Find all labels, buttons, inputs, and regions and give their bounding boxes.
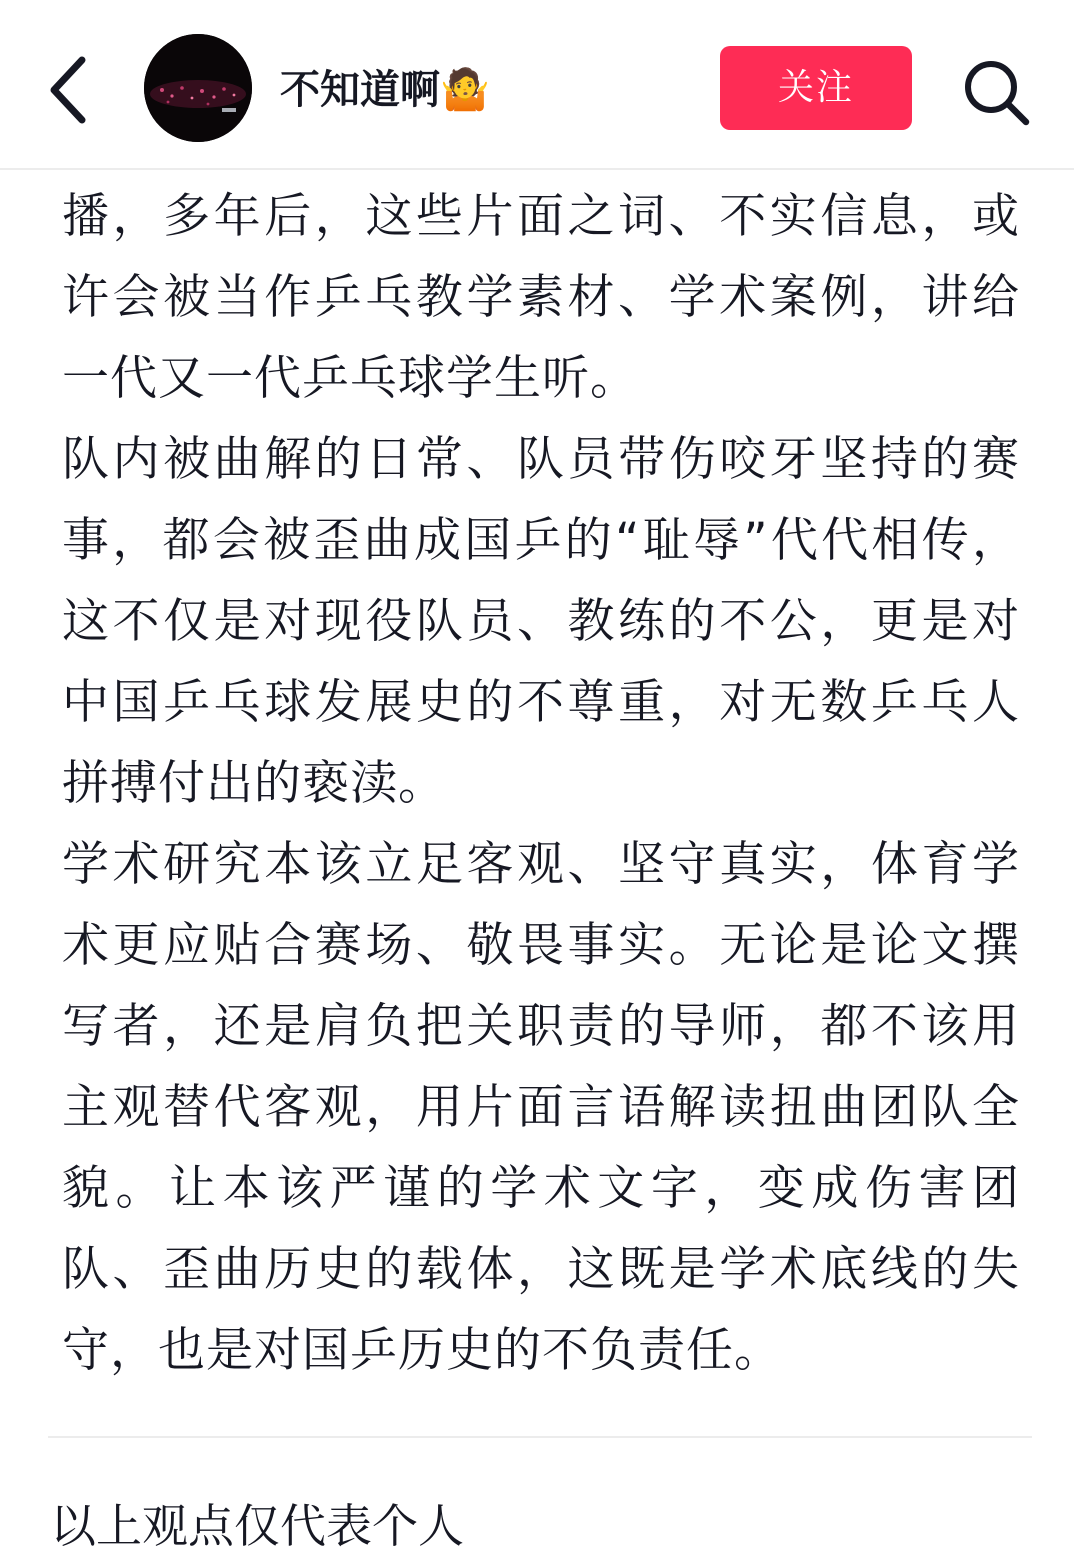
avatar[interactable]: [144, 34, 252, 142]
post-paragraph: 学术研究本该立足客观、坚守真实，体育学术更应贴合赛场、敬畏事实。无论是论文撰写者，还是肩负把关职责的导师，都不该用主观替代客观，用片面言语解读扭曲团队全貌。让本该严谨的学术文字，变成伤害团队、歪曲历史的载体，这既是学术底线的失守，也是对国乒历史的不负责任。: [62, 837, 1020, 1378]
search-icon: [960, 56, 1032, 128]
post-body: [62, 176, 1020, 1391]
divider: [48, 1436, 1032, 1438]
back-button[interactable]: [36, 52, 106, 128]
post-paragraph: 队内被曲解的日常、队员带伤咬牙坚持的赛事，都会被歪曲成国乒的“耻辱”代代相传，这不仅是对现役队员、教练的不公，更是对中国乒乓球发展史的不尊重，对无数乒乓人拼搏付出的亵渎。: [62, 432, 1020, 811]
top-bar: [0, 0, 1074, 170]
avatar-image: [144, 34, 252, 142]
chevron-left-icon: [36, 52, 106, 128]
follow-button[interactable]: 关注: [720, 46, 912, 130]
search-button[interactable]: [960, 56, 1032, 128]
post-paragraph: 播，多年后，这些片面之词、不实信息，或许会被当作乒乓教学素材、学术案例，讲给一代又一代乒乓球学生听。: [62, 189, 1020, 406]
username[interactable]: 不知道啊🤷: [280, 67, 490, 113]
post-next-line: 以上观点仅代表个人: [50, 1499, 464, 1548]
